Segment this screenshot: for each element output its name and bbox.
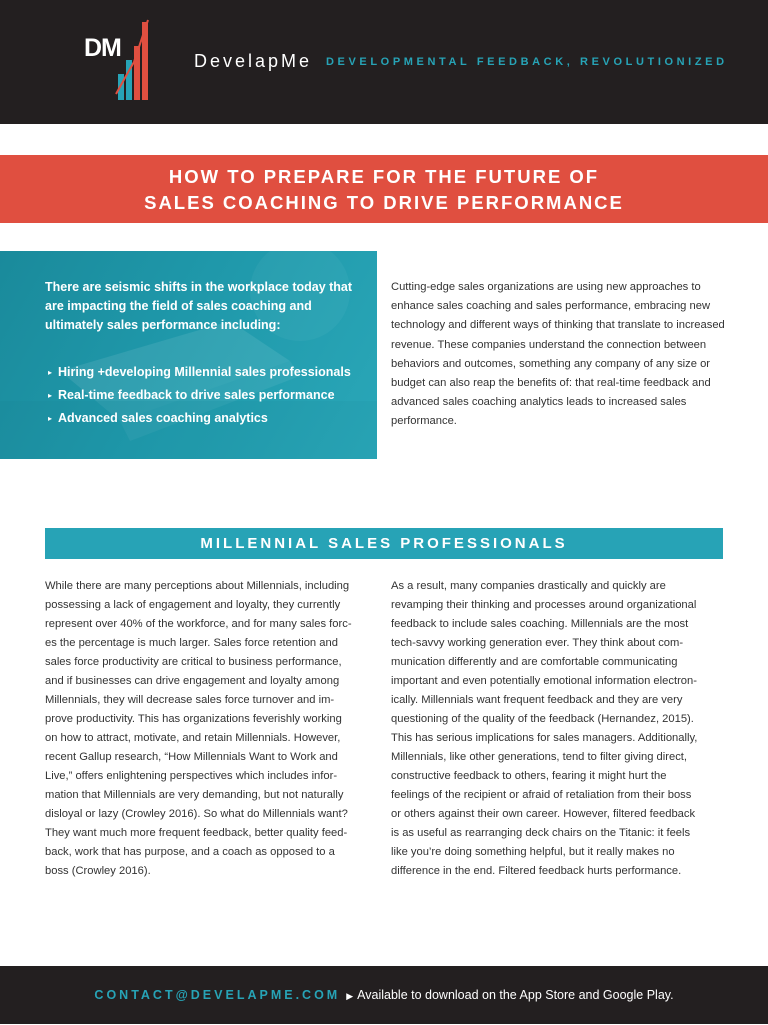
bullet-text: Real-time feedback to drive sales performance [58,388,335,402]
brand-tagline: DEVELOPMENTAL FEEDBACK, REVOLUTIONIZED [326,56,728,68]
text-line: is as useful as rearranging deck chairs on the Titanic: it feels [391,827,691,839]
text-line: represent over 40% of the workforce, and for many sales forc- [45,618,352,630]
text-line: possessing a lack of engagement and loyalty, they currently [45,599,341,611]
text-line: difference in the end. Filtered feedback hurts performance. [391,865,682,877]
contact-email-link[interactable]: CONTACT@DEVELAPME.COM [94,988,341,1002]
page-title-line-2: SALES COACHING TO DRIVE PERFORMANCE [144,192,624,213]
list-item [48,361,351,384]
title-band [0,155,768,223]
text-line: While there are many perceptions about Millennials, including [45,580,350,592]
text-line: es the percentage is much larger. Sales force retention and [45,637,338,649]
text-line: Millennials, like other generations, tend to filter giving direct, [391,751,687,763]
text-line: sales force productivity are critical to business performance, [45,656,342,668]
text-line: constructive feedback to others, fearing it might hurt the [391,770,667,782]
text-line: on how to attract, motivate, and retain Millennials. However, [45,732,341,744]
text-line: They want much more frequent feedback, better quality feed- [45,827,348,839]
text-line: prove productivity. This has organizations feverishly working [45,713,342,725]
availability-text: Available to download on the App Store and Google Play. [357,988,674,1002]
text-line: ically. Millennials want frequent feedback and they are very [391,694,683,706]
body-column-right [391,577,728,881]
text-line: tech-savvy working generation ever. They think about com- [391,637,684,649]
text-line: important and even potentially emotional information electron- [391,675,697,687]
right-triangle-icon: ▶ [346,991,354,1001]
bullet-triangle-icon: ▸ [48,414,53,423]
bullet-triangle-icon: ▸ [48,368,53,377]
body-column-left [45,577,378,881]
text-line: like you’re doing something helpful, but it really makes no [391,846,675,858]
text-line: back, work that has purpose, and a coach as opposed to a [45,846,335,858]
intro-right-paragraph: Cutting-edge sales organizations are using new approaches to enhance sales coaching and sales performance, embracing new technology and different ways of thinking that translate to increased revenue. These companies understand the connection between behaviors and outcomes, something any company of any size or budget can also reap the benefits of: that real-time feedback and advanced sales coaching analytics leads to increased sales performance. [391,281,725,428]
list-item [48,407,351,430]
text-line: or others against their own career. However, filtered feedback [391,808,696,820]
logo-letters: DM [84,34,121,62]
section-band [45,528,723,559]
text-line: boss (Crowley 2016). [45,865,151,877]
intro-lead-text: There are seismic shifts in the workplace today that are impacting the field of sales coaching and ultimately sales performance including: [45,280,353,332]
text-line: Millennials, they will decrease sales force turnover and im- [45,694,335,706]
bullet-triangle-icon: ▸ [48,391,53,400]
text-line: questioning of the quality of the feedback (Hernandez, 2015). [391,713,694,725]
text-line: and if businesses can drive engagement and loyalty among [45,675,340,687]
list-item [48,384,351,407]
section-title: MILLENNIAL SALES PROFESSIONALS [200,535,568,552]
page-footer [0,966,768,1024]
brand-name: DevelapMe [194,51,313,71]
text-line: munication differently and are comfortable communicating [391,656,678,668]
bullet-text: Hiring +developing Millennial sales professionals [58,365,351,379]
text-line: As a result, many companies drastically and quickly are [391,580,666,592]
text-line: recent Gallup research, “How Millennials Want to Work and [45,751,338,763]
text-line: feelings of the recipient or afraid of retaliation from their boss [391,789,692,801]
text-line: revamping their thinking and processes around organizational [391,599,697,611]
intro-bullet-list [48,361,351,430]
text-line: feedback to include sales coaching. Millennials are the most [391,618,689,630]
text-line: Live,” offers enlightening perspectives which includes infor- [45,770,338,782]
footer-line [94,988,673,1002]
text-line: mation that Millennials are very demanding, but not naturally [45,789,344,801]
bullet-text: Advanced sales coaching analytics [58,411,268,425]
page-title-line-1: HOW TO PREPARE FOR THE FUTURE OF [168,166,600,187]
text-line: disloyal or lazy (Crowley 2016). So what do Millennials want? [45,808,348,820]
page-header [0,0,768,124]
text-line: This has serious implications for sales managers. Additionally, [391,732,698,744]
